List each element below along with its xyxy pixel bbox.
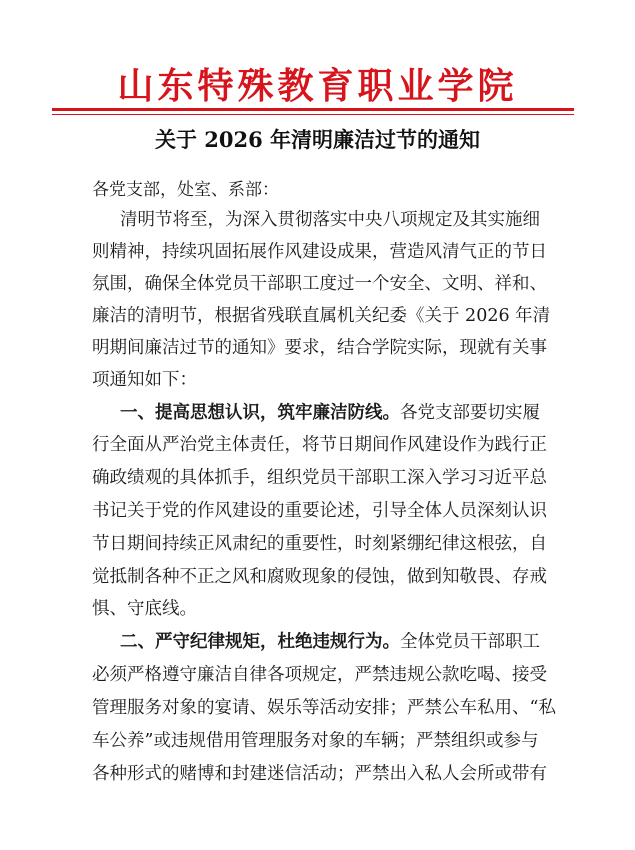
intro-line: 氛围，确保全体党员干部职工度过一个安全、文明、祥和、 — [92, 274, 547, 294]
header-red-rule-thin — [52, 114, 574, 115]
intro-line: 廉洁的清明节，根据省残联直属机关纪委《关于 2026 年清 — [92, 306, 551, 326]
section1-line: 觉抵制各种不正之风和腐败现象的侵蚀，做到知敬畏、存戒 — [92, 567, 547, 587]
intro-line: 明期间廉洁过节的通知》要求，结合学院实际，现就有关事 — [92, 338, 547, 358]
section1-line: 节日期间持续正风肃纪的重要性，时刻紧绷纪律这根弦，自 — [92, 534, 547, 554]
section1-heading: 一、提高思想认识，筑牢廉洁防线。 — [120, 403, 400, 423]
section1-first-line-text: 各党支部要切实履 — [400, 403, 540, 423]
intro-line: 则精神，持续巩固拓展作风建设成果，营造风清气正的节日 — [92, 242, 547, 262]
section2-line: 车公养”或违规借用管理服务对象的车辆；严禁组织或参与 — [92, 731, 539, 751]
section1-line: 确政绩观的具体抓手，组织党员干部职工深入学习习近平总 — [92, 468, 547, 488]
section1-line: 行全面从严治党主体责任，将节日期间作风建设作为践行正 — [92, 435, 547, 455]
section2-line: 必须严格遵守廉洁自律各项规定，严禁违规公款吃喝、接受 — [92, 665, 547, 685]
section2-first-line — [120, 630, 568, 654]
salutation: 各党支部，处室、系部： — [92, 180, 279, 200]
section2-first-line-text: 全体党员干部职工 — [400, 632, 540, 652]
header-red-rule-thick — [52, 108, 574, 111]
section2-heading: 二、严守纪律规矩，杜绝违规行为。 — [120, 632, 400, 652]
section2-line: 管理服务对象的宴请、娱乐等活动安排；严禁公车私用、“私 — [92, 698, 556, 718]
section1-line: 书记关于党的作风建设的重要论述，引导全体人员深刻认识 — [92, 501, 547, 521]
section1-line: 惧、守底线。 — [92, 599, 197, 619]
organization-header: 山东特殊教育职业学院 — [117, 65, 518, 107]
notice-title: 关于 2026 年清明廉洁过节的通知 — [154, 127, 481, 152]
intro-line: 清明节将至，为深入贯彻落实中央八项规定及其实施细 — [120, 210, 540, 230]
intro-line: 项通知如下： — [92, 370, 197, 390]
section2-line: 各种形式的赌博和封建迷信活动；严禁出入私人会所或带有 — [92, 764, 547, 784]
section1-first-line — [120, 401, 568, 425]
